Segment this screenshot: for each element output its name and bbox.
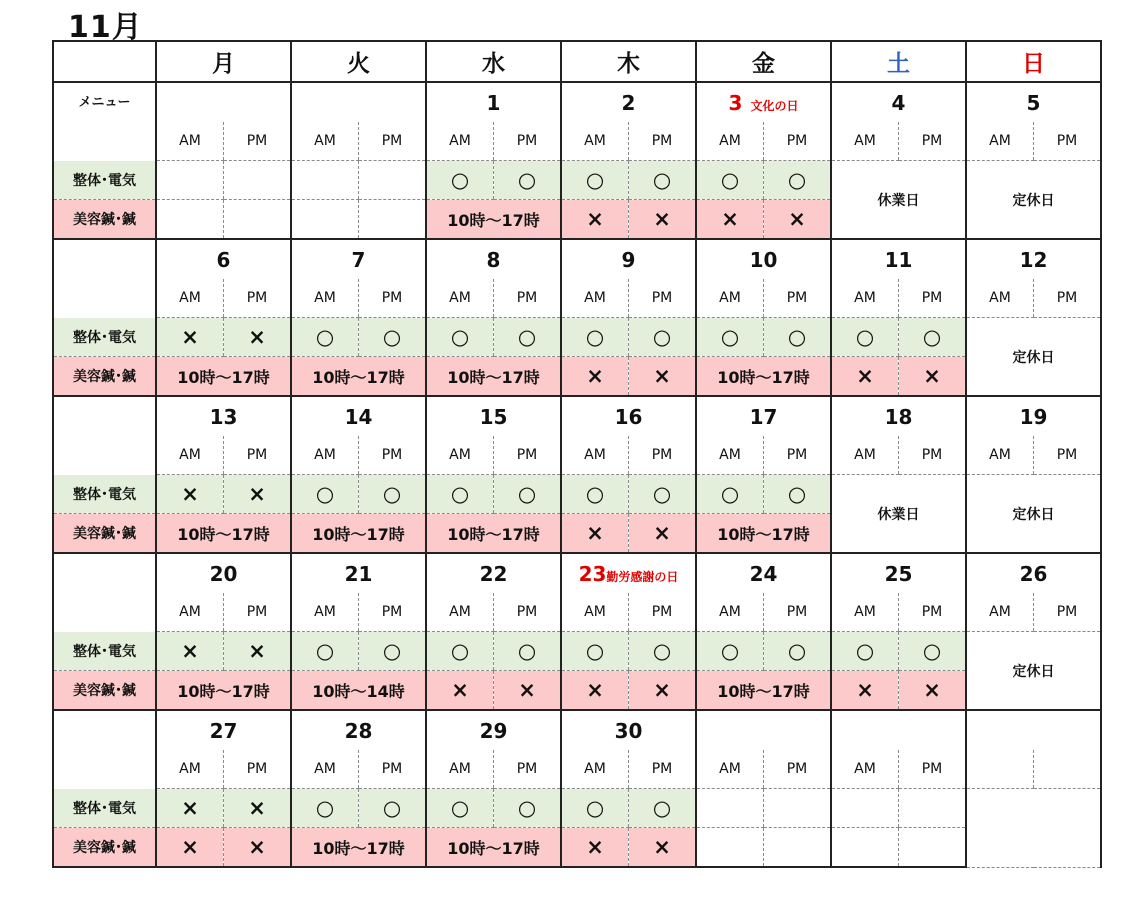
ampm-row — [53, 750, 1101, 789]
pm-label: PM — [629, 593, 697, 632]
service1-row — [53, 318, 1101, 357]
pm-label: PM — [629, 279, 697, 318]
am-label: AM — [561, 593, 629, 632]
service2-am-status: × — [831, 357, 899, 397]
weekday-header: 火 — [291, 41, 426, 82]
service1-label: 整体･電気 — [53, 318, 156, 357]
service1-am-status: ○ — [561, 789, 629, 828]
closed-day-cell: 休業日 — [831, 161, 966, 240]
date-cell — [966, 82, 1101, 122]
service1-am-status: ○ — [561, 632, 629, 671]
service1-pm-status: ○ — [359, 789, 427, 828]
am-label: AM — [291, 122, 359, 161]
am-label: AM — [156, 750, 224, 789]
service2-label: 美容鍼･鍼 — [53, 200, 156, 240]
service2-hours: 10時～17時 — [156, 514, 291, 554]
service1-am-status: ○ — [291, 632, 359, 671]
service1-label: 整体･電気 — [53, 789, 156, 828]
service1-pm-status: ○ — [629, 789, 697, 828]
pm-label: PM — [764, 593, 832, 632]
am-label: AM — [696, 593, 764, 632]
pm-label: PM — [359, 750, 427, 789]
service2-pm-status: × — [629, 357, 697, 397]
holiday-date — [579, 562, 679, 586]
pm-label: PM — [1034, 436, 1102, 475]
weekday-header: 木 — [561, 41, 696, 82]
holiday-name: 文化の日 — [750, 98, 799, 113]
service1-pm-status: ○ — [629, 475, 697, 514]
am-label: AM — [696, 436, 764, 475]
service2-pm-status: × — [494, 671, 562, 711]
service1-pm-status: × — [224, 318, 292, 357]
pm-label: PM — [899, 279, 967, 318]
am-label: AM — [966, 436, 1034, 475]
am-label: AM — [291, 593, 359, 632]
am-label: AM — [426, 122, 494, 161]
am-label: AM — [831, 122, 899, 161]
closed-day-cell: 定休日 — [966, 475, 1101, 554]
service2-pm-status — [224, 200, 292, 240]
pm-label: PM — [224, 279, 292, 318]
header-corner — [53, 41, 156, 82]
service2-pm-status: × — [629, 828, 697, 868]
service1-am-status: ○ — [561, 161, 629, 200]
service2-label: 美容鍼･鍼 — [53, 671, 156, 711]
service1-pm-status: ○ — [764, 632, 832, 671]
date-row — [53, 553, 1101, 593]
service1-am-status — [831, 789, 899, 828]
service2-hours: 10時～17時 — [426, 828, 561, 868]
service2-pm-status: × — [764, 200, 832, 240]
service2-row — [53, 357, 1101, 397]
date-cell — [156, 553, 291, 593]
menu-label-cell: メニュー — [53, 82, 156, 161]
date-cell — [966, 553, 1101, 593]
weekday-header: 水 — [426, 41, 561, 82]
service2-pm-status: × — [899, 357, 967, 397]
service1-pm-status: ○ — [359, 475, 427, 514]
date-cell — [561, 239, 696, 279]
date-cell — [426, 82, 561, 122]
date-cell — [696, 82, 831, 122]
date-cell — [426, 239, 561, 279]
am-label: AM — [156, 279, 224, 318]
date-cell — [966, 396, 1101, 436]
date-row — [53, 239, 1101, 279]
service2-pm-status: × — [629, 514, 697, 554]
service1-label: 整体･電気 — [53, 475, 156, 514]
am-label: AM — [831, 279, 899, 318]
date-number: 6 — [216, 247, 231, 272]
date-number: 3 — [728, 90, 743, 115]
service1-row — [53, 161, 1101, 200]
pm-label: PM — [899, 750, 967, 789]
pm-label: PM — [629, 122, 697, 161]
date-number: 17 — [749, 404, 778, 429]
date-number: 25 — [884, 561, 913, 586]
service1-am-status: ○ — [426, 318, 494, 357]
date-cell — [696, 396, 831, 436]
service2-am-status: × — [426, 671, 494, 711]
service1-pm-status: ○ — [899, 632, 967, 671]
service1-pm-status: × — [224, 475, 292, 514]
am-label: AM — [561, 750, 629, 789]
service2-am-status: × — [561, 671, 629, 711]
service1-pm-status — [224, 161, 292, 200]
closed-day-cell: 定休日 — [966, 632, 1101, 711]
service1-am-status: ○ — [426, 161, 494, 200]
service2-hours: 10時～17時 — [696, 514, 831, 554]
service2-pm-status: × — [629, 200, 697, 240]
date-number: 26 — [1019, 561, 1048, 586]
service1-pm-status: ○ — [359, 632, 427, 671]
service2-pm-status — [899, 828, 967, 868]
service1-pm-status: ○ — [494, 161, 562, 200]
pm-label: PM — [764, 750, 832, 789]
empty-cell — [966, 789, 1101, 868]
schedule-table — [52, 40, 1102, 868]
service2-hours: 10時～17時 — [156, 357, 291, 397]
pm-label: PM — [1034, 122, 1102, 161]
service2-pm-status: × — [224, 828, 292, 868]
date-cell — [696, 710, 831, 750]
date-cell — [291, 396, 426, 436]
service1-pm-status: ○ — [629, 632, 697, 671]
service2-hours: 10時～17時 — [156, 671, 291, 711]
am-label: AM — [561, 436, 629, 475]
pm-label: PM — [764, 122, 832, 161]
menu-label-cell — [53, 710, 156, 789]
pm-label: PM — [494, 436, 562, 475]
menu-label-cell — [53, 553, 156, 632]
pm-label: PM — [359, 279, 427, 318]
am-label: AM — [966, 279, 1034, 318]
date-row — [53, 710, 1101, 750]
date-row — [53, 396, 1101, 436]
date-number: 15 — [479, 404, 508, 429]
service1-label: 整体･電気 — [53, 161, 156, 200]
pm-label: PM — [1034, 593, 1102, 632]
pm-label: PM — [359, 122, 427, 161]
am-label: AM — [426, 436, 494, 475]
service1-pm-status: ○ — [899, 318, 967, 357]
service2-am-status — [831, 828, 899, 868]
date-number: 30 — [614, 718, 643, 743]
month-title: 11月 — [68, 10, 143, 45]
date-cell — [696, 239, 831, 279]
am-label: AM — [966, 593, 1034, 632]
closed-day-cell: 定休日 — [966, 161, 1101, 240]
date-cell — [156, 239, 291, 279]
pm-label: PM — [1034, 279, 1102, 318]
date-number: 22 — [479, 561, 508, 586]
date-number: 20 — [209, 561, 238, 586]
date-number: 18 — [884, 404, 913, 429]
am-label: AM — [831, 593, 899, 632]
service1-pm-status: × — [224, 789, 292, 828]
service1-pm-status: ○ — [629, 318, 697, 357]
service2-am-status — [291, 200, 359, 240]
am-label: AM — [831, 436, 899, 475]
service1-pm-status: ○ — [764, 318, 832, 357]
service2-hours: 10時～17時 — [291, 357, 426, 397]
service1-pm-status: ○ — [764, 161, 832, 200]
service1-pm-status: ○ — [494, 318, 562, 357]
service1-label: 整体･電気 — [53, 632, 156, 671]
service1-pm-status — [899, 789, 967, 828]
date-cell — [561, 82, 696, 122]
service1-pm-status: ○ — [494, 789, 562, 828]
date-cell — [831, 82, 966, 122]
service1-am-status — [696, 789, 764, 828]
service1-am-status: ○ — [426, 475, 494, 514]
service1-am-status: ○ — [561, 318, 629, 357]
service1-am-status: ○ — [696, 632, 764, 671]
service2-label: 美容鍼･鍼 — [53, 828, 156, 868]
date-number: 13 — [209, 404, 238, 429]
date-number: 12 — [1019, 247, 1048, 272]
service2-row — [53, 671, 1101, 711]
date-number: 11 — [884, 247, 913, 272]
date-number: 28 — [344, 718, 373, 743]
service1-am-status: ○ — [291, 789, 359, 828]
am-label — [966, 750, 1034, 789]
service2-hours: 10時～17時 — [291, 828, 426, 868]
date-number: 21 — [344, 561, 373, 586]
date-cell — [291, 553, 426, 593]
service1-pm-status: ○ — [359, 318, 427, 357]
service1-row — [53, 475, 1101, 514]
service2-am-status: × — [156, 828, 224, 868]
menu-label-cell — [53, 239, 156, 318]
ampm-row — [53, 436, 1101, 475]
service2-pm-status — [764, 828, 832, 868]
service1-am-status: × — [156, 318, 224, 357]
date-number: 16 — [614, 404, 643, 429]
service2-am-status: × — [561, 357, 629, 397]
date-cell — [156, 396, 291, 436]
holiday-date — [729, 91, 799, 115]
date-number: 5 — [1026, 90, 1041, 115]
date-cell — [426, 553, 561, 593]
am-label: AM — [561, 122, 629, 161]
pm-label: PM — [224, 593, 292, 632]
service2-hours: 10時～17時 — [696, 357, 831, 397]
service1-pm-status: ○ — [494, 632, 562, 671]
date-number: 8 — [486, 247, 501, 272]
date-number: 19 — [1019, 404, 1048, 429]
pm-label: PM — [224, 750, 292, 789]
service1-pm-status — [764, 789, 832, 828]
date-number: 1 — [486, 90, 501, 115]
date-number: 14 — [344, 404, 373, 429]
pm-label: PM — [764, 279, 832, 318]
date-number: 7 — [351, 247, 366, 272]
service1-pm-status: ○ — [764, 475, 832, 514]
ampm-row — [53, 279, 1101, 318]
am-label: AM — [291, 750, 359, 789]
date-number: 10 — [749, 247, 778, 272]
service2-hours: 10時～17時 — [291, 514, 426, 554]
pm-label: PM — [359, 436, 427, 475]
service1-pm-status: ○ — [494, 475, 562, 514]
pm-label: PM — [224, 122, 292, 161]
date-cell — [831, 553, 966, 593]
service1-pm-status: × — [224, 632, 292, 671]
ampm-row — [53, 122, 1101, 161]
service1-am-status: ○ — [426, 789, 494, 828]
weekday-header: 月 — [156, 41, 291, 82]
service2-am-status: × — [561, 514, 629, 554]
service1-am-status — [156, 161, 224, 200]
date-cell — [696, 553, 831, 593]
service1-am-status: × — [156, 789, 224, 828]
date-number: 23 — [578, 561, 607, 586]
date-number: 2 — [621, 90, 636, 115]
date-cell — [966, 710, 1101, 750]
service1-am-status: ○ — [831, 318, 899, 357]
service2-pm-status: × — [629, 671, 697, 711]
service1-am-status: ○ — [426, 632, 494, 671]
am-label: AM — [156, 593, 224, 632]
service2-am-status: × — [561, 828, 629, 868]
pm-label: PM — [494, 750, 562, 789]
service1-am-status: ○ — [291, 475, 359, 514]
date-number: 27 — [209, 718, 238, 743]
weekday-header: 日 — [966, 41, 1101, 82]
am-label: AM — [696, 122, 764, 161]
service1-am-status: ○ — [696, 475, 764, 514]
date-cell — [831, 710, 966, 750]
date-cell — [561, 553, 696, 593]
service1-am-status: × — [156, 632, 224, 671]
service2-hours: 10時～17時 — [426, 514, 561, 554]
date-cell — [831, 239, 966, 279]
service1-am-status: ○ — [561, 475, 629, 514]
schedule-body — [53, 41, 1101, 867]
service2-hours: 10時～17時 — [426, 357, 561, 397]
am-label: AM — [156, 122, 224, 161]
ampm-row — [53, 593, 1101, 632]
service2-label: 美容鍼･鍼 — [53, 514, 156, 554]
service2-label: 美容鍼･鍼 — [53, 357, 156, 397]
pm-label: PM — [764, 436, 832, 475]
date-cell — [426, 396, 561, 436]
pm-label: PM — [494, 122, 562, 161]
service1-pm-status — [359, 161, 427, 200]
date-cell — [426, 710, 561, 750]
date-cell — [966, 239, 1101, 279]
holiday-name: 勤労感謝の日 — [606, 569, 679, 584]
service2-hours: 10時～14時 — [291, 671, 426, 711]
date-cell — [156, 82, 291, 122]
service1-am-status: ○ — [831, 632, 899, 671]
pm-label — [1034, 750, 1102, 789]
service2-hours: 10時～17時 — [426, 200, 561, 240]
am-label: AM — [156, 436, 224, 475]
service2-am-status — [156, 200, 224, 240]
date-number: 24 — [749, 561, 778, 586]
weekday-header: 金 — [696, 41, 831, 82]
service1-am-status: ○ — [291, 318, 359, 357]
pm-label: PM — [494, 279, 562, 318]
am-label: AM — [561, 279, 629, 318]
date-cell — [291, 710, 426, 750]
date-cell — [291, 239, 426, 279]
service1-am-status: × — [156, 475, 224, 514]
date-cell — [291, 82, 426, 122]
date-cell — [156, 710, 291, 750]
service2-row — [53, 828, 1101, 868]
am-label: AM — [291, 436, 359, 475]
service1-am-status: ○ — [696, 161, 764, 200]
am-label: AM — [426, 750, 494, 789]
service2-am-status — [696, 828, 764, 868]
date-number: 9 — [621, 247, 636, 272]
service2-am-status: × — [831, 671, 899, 711]
service1-am-status — [291, 161, 359, 200]
weekday-header: 土 — [831, 41, 966, 82]
date-number: 29 — [479, 718, 508, 743]
pm-label: PM — [899, 593, 967, 632]
am-label: AM — [696, 750, 764, 789]
service2-hours: 10時～17時 — [696, 671, 831, 711]
am-label: AM — [426, 593, 494, 632]
am-label: AM — [831, 750, 899, 789]
am-label: AM — [966, 122, 1034, 161]
pm-label: PM — [359, 593, 427, 632]
weekday-header-row — [53, 41, 1101, 82]
service2-pm-status — [359, 200, 427, 240]
service1-row — [53, 632, 1101, 671]
pm-label: PM — [899, 122, 967, 161]
menu-label-cell — [53, 396, 156, 475]
date-row — [53, 82, 1101, 122]
closed-day-cell: 休業日 — [831, 475, 966, 554]
am-label: AM — [291, 279, 359, 318]
closed-day-cell: 定休日 — [966, 318, 1101, 397]
date-cell — [561, 710, 696, 750]
pm-label: PM — [899, 436, 967, 475]
am-label: AM — [426, 279, 494, 318]
date-number: 4 — [891, 90, 906, 115]
am-label: AM — [696, 279, 764, 318]
service2-am-status: × — [696, 200, 764, 240]
pm-label: PM — [629, 436, 697, 475]
service2-am-status: × — [561, 200, 629, 240]
pm-label: PM — [224, 436, 292, 475]
date-cell — [831, 396, 966, 436]
service1-am-status: ○ — [696, 318, 764, 357]
service1-row — [53, 789, 1101, 828]
pm-label: PM — [494, 593, 562, 632]
date-cell — [561, 396, 696, 436]
service1-pm-status: ○ — [629, 161, 697, 200]
pm-label: PM — [629, 750, 697, 789]
service2-pm-status: × — [899, 671, 967, 711]
